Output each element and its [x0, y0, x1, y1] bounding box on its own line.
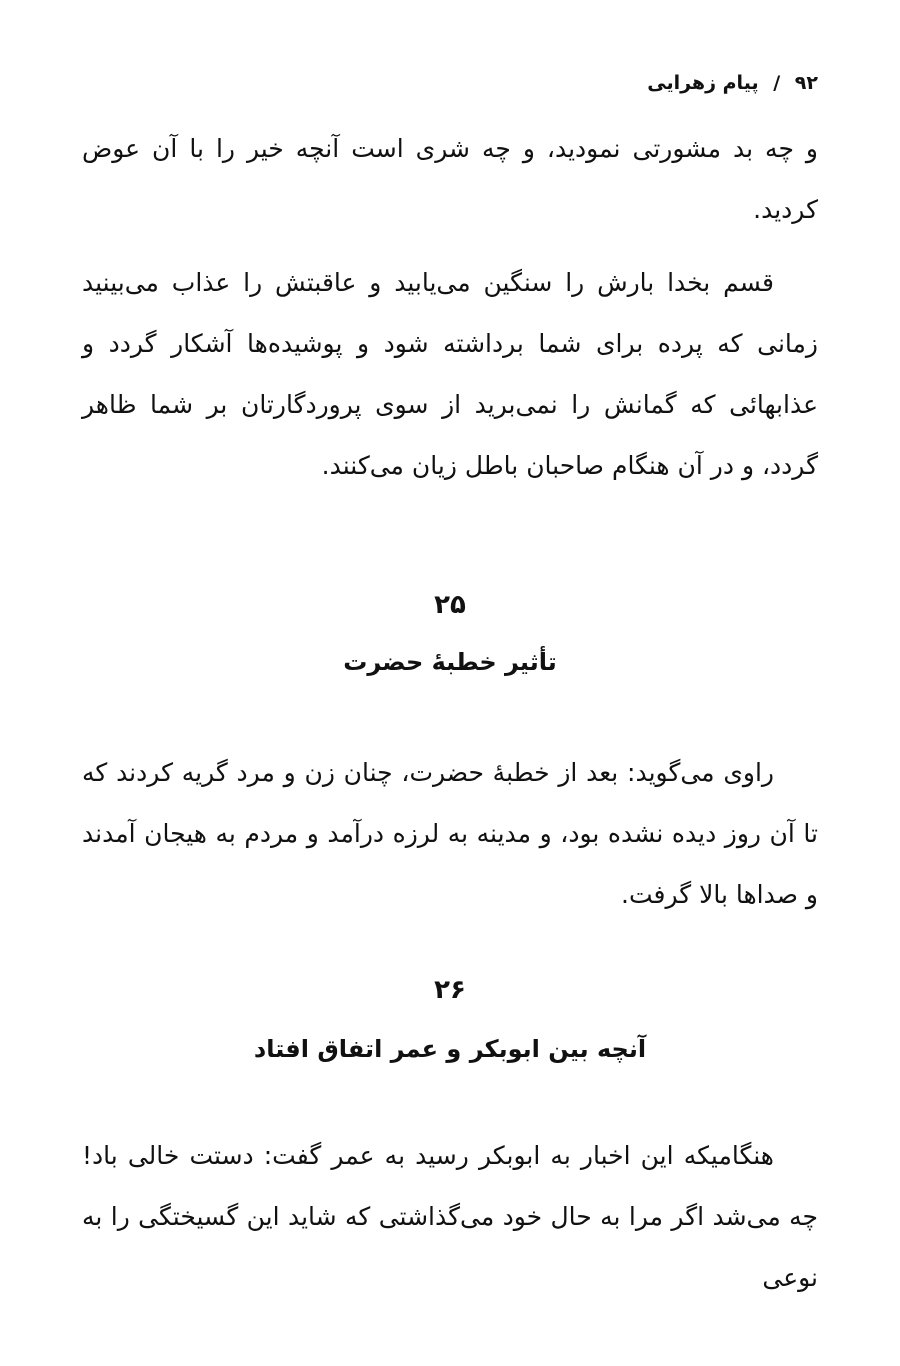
- paragraph-1: و چه بد مشورتی نمودید، و چه شری است آنچه خیر را با آن عوض کردید.: [82, 134, 818, 224]
- section-number-25: ۲۵: [434, 590, 466, 620]
- paragraph-4: هنگامیکه این اخبار به ابوبکر رسید به عمر گفت: دستت خالی باد! چه می‌شد اگر مرا به حال خود می‌گذاشتی که شاید این گسیختگی را به نوعی: [82, 1141, 818, 1292]
- section-title-26: آنچه بین ابوبکر و عمر اتفاق افتاد: [253, 1035, 647, 1063]
- section-title-25: تأثیر خطبهٔ حضرت: [343, 648, 557, 676]
- page-number: ۹۲: [794, 72, 818, 94]
- section-number-26: ۲۶: [434, 975, 466, 1005]
- book-title: پیام زهرایی: [647, 72, 759, 94]
- paragraph-3: راوی می‌گوید: بعد از خطبهٔ حضرت، چنان زن و مرد گریه کردند که تا آن روز دیده نشده بود، و مدینه به لرزه درآمد و مردم به هیجان آمدند و صداها بالا گرفت.: [82, 758, 818, 909]
- running-header: [639, 72, 818, 94]
- header-separator: /: [773, 72, 781, 94]
- paragraph-2: قسم بخدا بارش را سنگین می‌یابید و عاقبتش را عذاب می‌بینید زمانی که پرده برای شما برداشته شود و پوشیده‌ها آشکار گردد و عذابهائی که گمانش را نمی‌برید از سوی پروردگارتان بر شما ظاهر گردد، و در آن هنگام صاحبان باطل زیان می‌کنند.: [82, 268, 818, 480]
